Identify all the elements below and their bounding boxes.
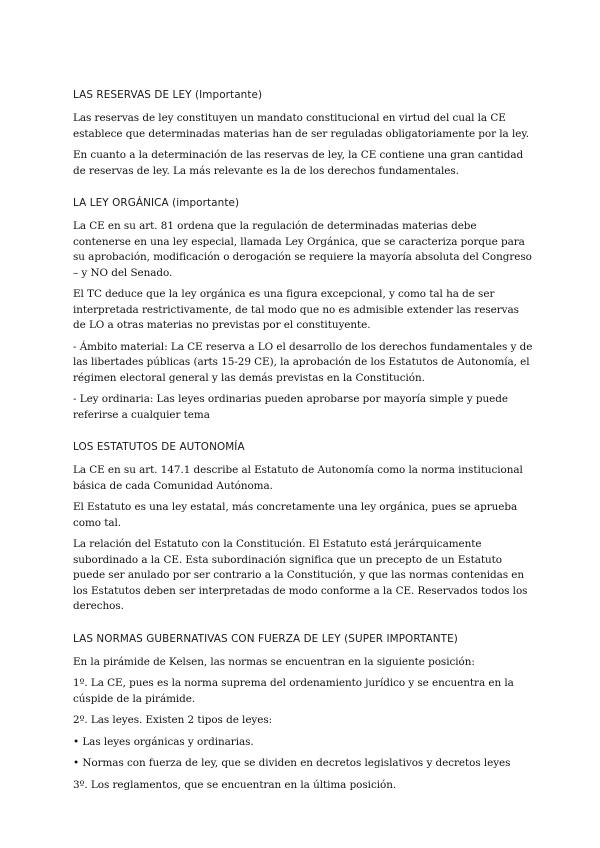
section-heading: LOS ESTATUTOS DE AUTONOMÍA <box>73 441 245 453</box>
paragraph: 3º. Los reglamentos, que se encuentran en la última posición. <box>73 778 397 791</box>
section-heading: LAS RESERVAS DE LEY (Importante) <box>73 89 263 101</box>
paragraph: - Ley ordinaria: Las leyes ordinarias pueden aprobarse por mayoría simple y puede referirse a cualquier tema <box>73 393 508 421</box>
paragraph: El TC deduce que la ley orgánica es una figura excepcional, y como tal ha de ser interpretada restrictivamente, de tal modo que no es admisible extender las reservas de LO a otras materias no previstas por el constituyente. <box>73 288 519 331</box>
section-estatutos-de-autonomia <box>73 440 533 615</box>
paragraph: En la pirámide de Kelsen, las normas se encuentran en la siguiente posición: <box>73 655 475 668</box>
paragraph: La CE en su art. 147.1 describe al Estatuto de Autonomía como la norma institucional básica de cada Comunidad Autónoma. <box>73 464 523 492</box>
paragraph: 1º. La CE, pues es la norma suprema del ordenamiento jurídico y se encuentra en la cúspide de la pirámide. <box>73 677 514 705</box>
paragraph: Las reservas de ley constituyen un mandato constitucional en virtud del cual la CE establece que determinadas materias han de ser reguladas obligatoriamente por la ley. <box>73 112 530 140</box>
paragraph: El Estatuto es una ley estatal, más concretamente una ley orgánica, pues se aprueba como tal. <box>73 501 518 529</box>
document-page <box>73 88 533 810</box>
paragraph: 2º. Las leyes. Existen 2 tipos de leyes: <box>73 714 273 726</box>
section-reservas-de-ley <box>73 88 533 179</box>
section-heading: LAS NORMAS GUBERNATIVAS CON FUERZA DE LEY (SUPER IMPORTANTE) <box>73 632 458 645</box>
list-item: • Normas con fuerza de ley, que se dividen en decretos legislativos y decretos leyes <box>73 757 511 769</box>
list-item: • Las leyes orgánicas y ordinarias. <box>73 735 254 748</box>
section-normas-gubernativas <box>73 632 533 794</box>
paragraph: La CE en su art. 81 ordena que la regulación de determinadas materias debe contenerse en una ley especial, llamada Ley Orgánica, que se caracteriza porque para su aprobación, modificación o derogación se requiere la mayoría absoluta del Congreso – y NO del Senado. <box>73 220 532 279</box>
section-heading: LA LEY ORGÁNICA (importante) <box>73 197 240 209</box>
paragraph: - Ámbito material: La CE reserva a LO el desarrollo de los derechos fundamentales y de las libertades públicas (arts 15-29 CE), la aprobación de los Estatutos de Autonomía, el régimen electoral general y las demás previstas en la Constitución. <box>73 340 533 384</box>
paragraph: En cuanto a la determinación de las reservas de ley, la CE contiene una gran cantidad de reservas de ley. La más relevante es la de los derechos fundamentales. <box>73 149 524 177</box>
section-ley-organica <box>73 196 533 423</box>
paragraph: La relación del Estatuto con la Constitución. El Estatuto está jerárquicamente subordinado a la CE. Esta subordinación significa que un precepto de un Estatuto puede ser anulado por ser contrario a la Constitución, y que las normas contenidas en los Estatutos deben ser interpretadas de modo conforme a la CE. Reservados todos los derechos. <box>73 538 528 612</box>
